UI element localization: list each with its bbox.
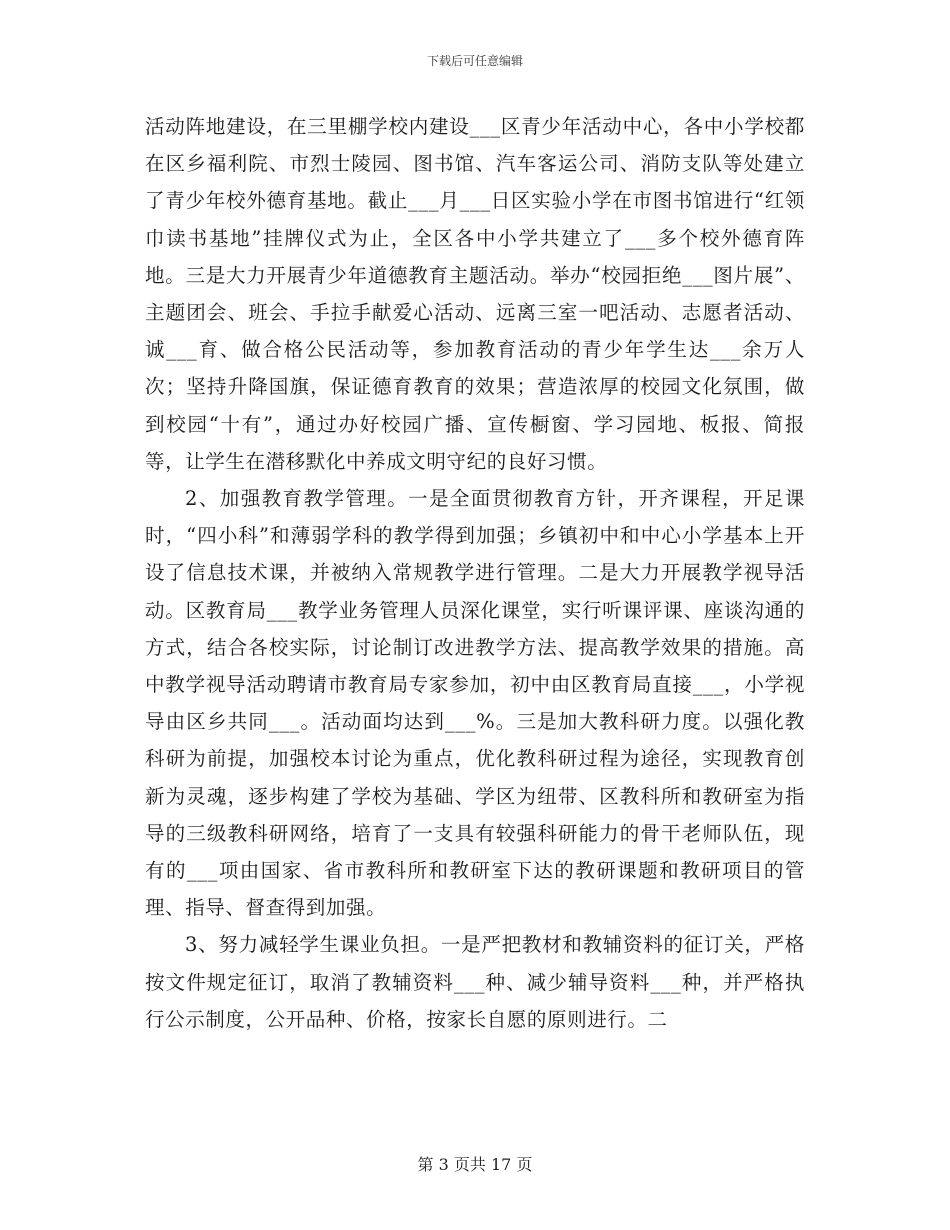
document-body bbox=[145, 108, 805, 1038]
page-header: 下载后可任意编辑 bbox=[426, 54, 523, 68]
page-number: 第 3 页共 17 页 bbox=[417, 1155, 533, 1174]
paragraph-reduce-burden: 3、努力减轻学生课业负担。一是严把教材和教辅资料的征订关，严格按文件规定征订，取消了教辅资料___种、减少辅导资料___种，并严格执行公示制度，公开品种、价格，按家长自愿的原则进行。二 bbox=[145, 933, 805, 1031]
paragraph-continued: 活动阵地建设，在三里棚学校内建设___区青少年活动中心，各中小学校都在区乡福利院、市烈士陵园、图书馆、汽车客运公司、消防支队等处建立了青少年校外德育基地。截止___月___日区实验小学在市图书馆进行“红领巾读书基地”挂牌仪式为止，全区各中小学共建立了___多个校外德育阵地。三是大力开展青少年道德教育主题活动。举办“校园拒绝___图片展”、主题团会、班会、手拉手献爱心活动、远离三室一吧活动、志愿者活动、诚___育、做合格公民活动等，参加教育活动的青少年学生达___余万人次；坚持升降国旗，保证德育教育的效果；营造浓厚的校园文化氛围，做到校园“十有”，通过办好校园广播、宣传橱窗、学习园地、板报、简报等，让学生在潜移默化中养成文明守纪的良好习惯。 bbox=[145, 115, 805, 473]
paragraph-teaching-management: 2、加强教育教学管理。一是全面贯彻教育方针，开齐课程，开足课时，“四小科”和薄弱学科的教学得到加强；乡镇初中和中心小学基本上开设了信息技术课，并被纳入常规教学进行管理。二是大力开展教学视导活动。区教育局___教学业务管理人员深化课堂，实行听课评课、座谈沟通的方式，结合各校实际，讨论制订改进教学方法、提高教学效果的措施。高中教学视导活动聘请市教育局专家参加，初中由区教育局直接___，小学视导由区乡共同___。活动面均达到___%。三是加大教科研力度。以强化教科研为前提，加强校本讨论为重点，优化教科研过程为途径，实现教育创新为灵魂，逐步构建了学校为基础、学区为纽带、区教科所和教研室为指导的三级教科研网络，培育了一支具有较强科研能力的骨干老师队伍，现有的___项由国家、省市教科所和教研室下达的教研课题和教研项目的管理、指导、督查得到加强。 bbox=[145, 487, 805, 920]
